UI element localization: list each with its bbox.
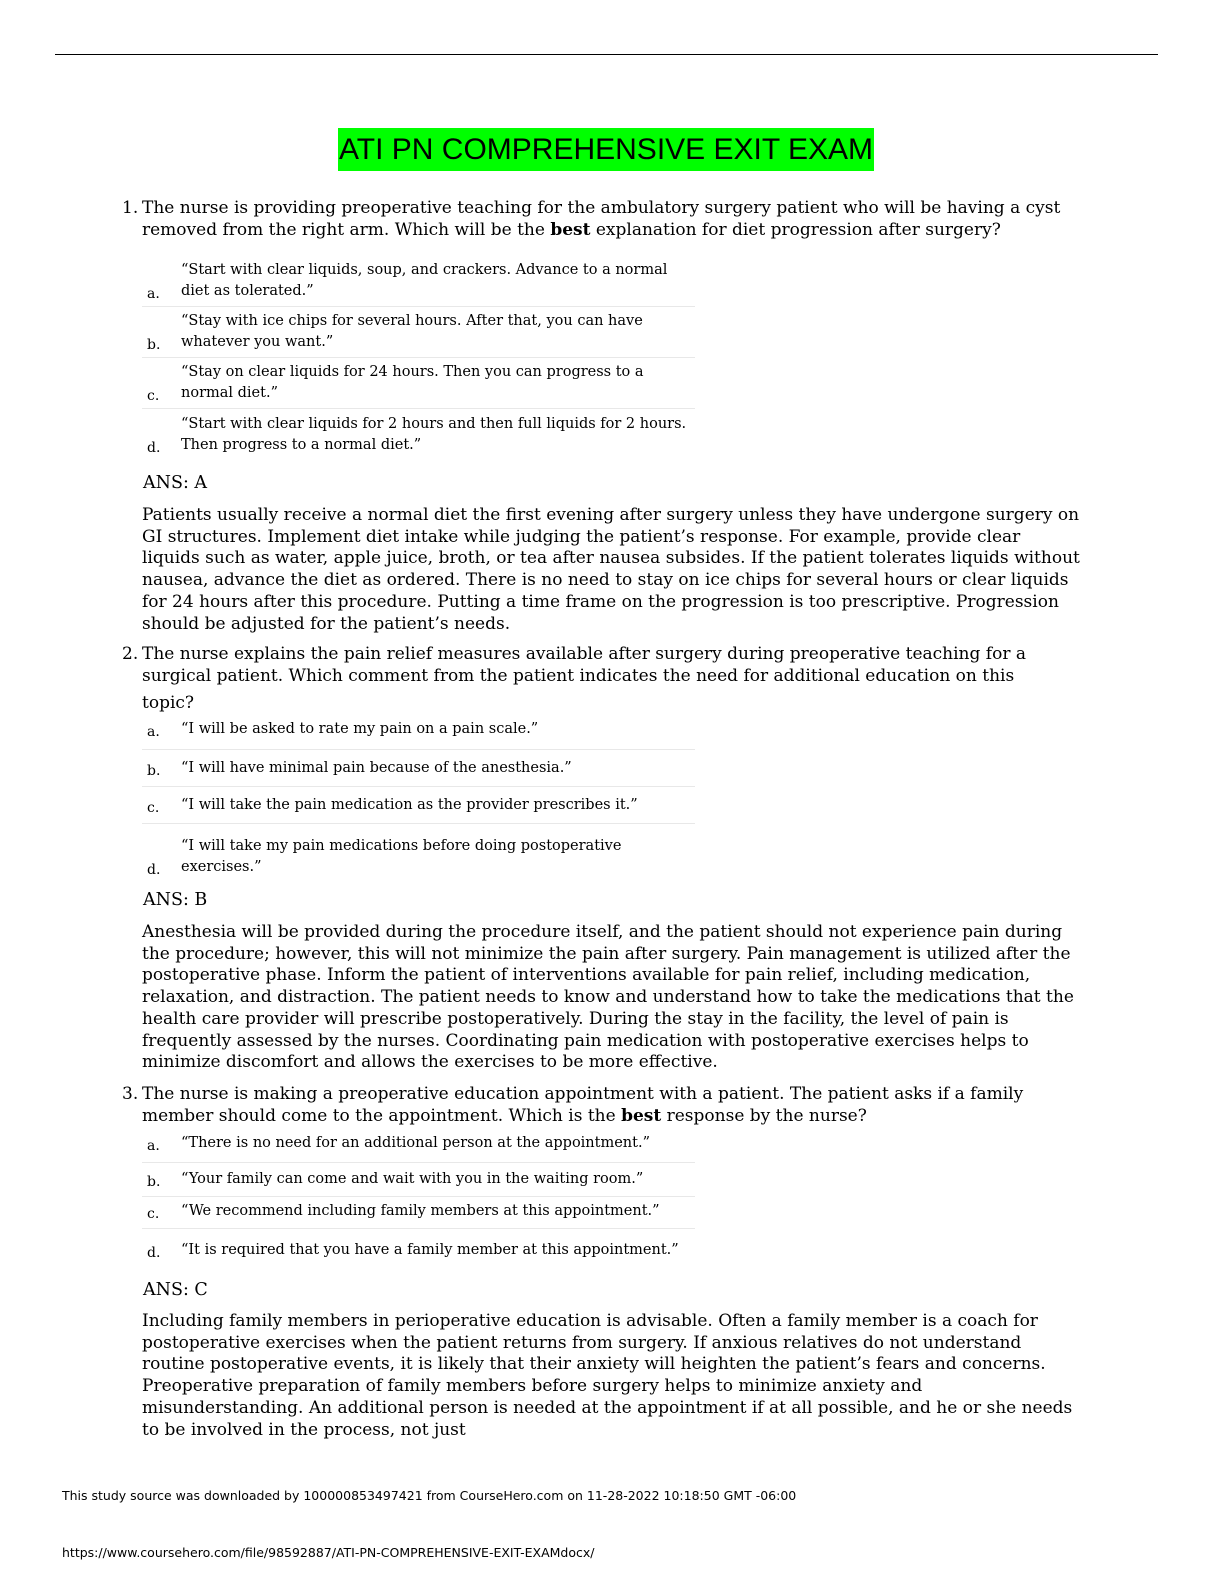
rationale-1: Patients usually receive a normal diet the first evening after surgery unless they have undergone surgery on GI structures. Implement diet intake while judging the patient’s response. For example, provide clear liquids such as water, apple juice, broth, or tea after nausea subsides. If the patient tolerates liquids without nausea, advance the diet as ordered. There is no need to stay on ice chips for several hours or clear liquids for 24 hours after this procedure. Putting a time frame on the progression is too prescriptive. Progression should be adjusted for the patient’s needs. [142,505,1080,634]
answer-1: ANS: A [143,473,208,493]
option-b [142,307,695,358]
stem-line: member should come to the appointment. Which is the best response by the nurse? [142,1105,867,1126]
stem-line: The nurse is providing preoperative teaching for the ambulatory surgery patient who will be having a cyst [142,198,1061,218]
top-rule [55,54,1158,55]
option-letter: d. [147,440,161,456]
option-text: “I will take my pain medications before doing postoperative exercises.” [181,838,622,875]
rationale-3: Including family members in perioperative education is advisable. Often a family member is a coach for postoperative exercises when the patient returns from surgery. If anxious relatives do not understand routine postoperative events, it is likely that their anxiety will heighten the patient’s fears and concerns. Preoperative preparation of family members before surgery helps to minimize anxiety and misunderstanding. An additional person is needed at the appointment if at all possible, and he or she needs to be involved in the process, not just [142,1311,1073,1440]
question-3-stem [122,1084,1082,1127]
rationale-2: Anesthesia will be provided during the procedure itself, and the patient should not experience pain during the procedure; however, this will not minimize the pain after surgery. Pain management is utilized after the postoperative phase. Inform the patient of interventions available for pain relief, including medication, relaxation, and distraction. The patient needs to know and understand how to take the medications that the health care provider will prescribe postoperatively. During the stay in the facility, the level of pain is frequently assessed by the nurses. Coordinating pain medication with postoperative exercises helps to minimize discomfort and allows the exercises to be more effective. [142,922,1074,1073]
document-title: ATI PN COMPREHENSIVE EXIT EXAM [338,128,874,171]
option-letter: a. [147,286,160,302]
stem-line: removed from the right arm. Which will be the best explanation for diet progression after surgery? [142,219,1001,240]
option-letter: c. [147,388,160,404]
stem-line: topic? [142,693,195,713]
question-2-options [142,714,695,882]
stem-line: The nurse explains the pain relief measures available after surgery during preoperative teaching for a [142,644,1026,664]
option-letter: b. [147,763,161,779]
option-text: “I will have minimal pain because of the anesthesia.” [181,760,572,776]
option-letter: a. [147,1138,160,1154]
option-text: “It is required that you have a family member at this appointment.” [181,1242,679,1258]
question-number: 2. [122,644,139,664]
option-c [142,787,695,824]
answer-3: ANS: C [143,1280,208,1300]
option-text: “Start with clear liquids, soup, and crackers. Advance to a normal diet as tolerated.” [181,262,668,299]
question-2-stem [122,644,1082,715]
option-a [142,714,695,750]
question-number: 3. [122,1084,139,1104]
option-d [142,409,695,460]
option-text: “Start with clear liquids for 2 hours and then full liquids for 2 hours. Then progress to a normal diet.” [181,416,687,453]
option-letter: c. [147,800,160,816]
option-letter: d. [147,862,161,878]
option-letter: b. [147,337,161,353]
question-1-stem [122,198,1082,241]
download-source-line: This study source was downloaded by 100000853497421 from CourseHero.com on 11-28-2022 10:18:50 GMT -06:00 [62,1488,797,1503]
option-text: “I will be asked to rate my pain on a pain scale.” [181,721,539,737]
option-d [142,824,695,882]
emphasis-best: best [550,219,591,240]
question-number: 1. [122,198,139,218]
option-text: “Stay with ice chips for several hours. After that, you can have whatever you want.” [181,313,643,350]
option-b [142,1163,695,1197]
option-letter: b. [147,1174,161,1190]
option-c [142,358,695,409]
question-1-options [142,256,695,460]
stem-line: The nurse is making a preoperative education appointment with a patient. The patient asks if a family [142,1084,1024,1104]
option-c [142,1197,695,1229]
emphasis-best: best [621,1105,662,1126]
option-letter: a. [147,724,160,740]
option-d [142,1229,695,1265]
question-3-options [142,1130,695,1265]
option-b [142,750,695,787]
option-text: “We recommend including family members at this appointment.” [181,1203,660,1219]
option-text: “Your family can come and wait with you in the waiting room.” [181,1171,644,1187]
option-letter: d. [147,1245,161,1261]
stem-line: surgical patient. Which comment from the patient indicates the need for additional education on this [142,665,1015,686]
option-text: “Stay on clear liquids for 24 hours. Then you can progress to a normal diet.” [181,364,644,401]
option-text: “There is no need for an additional person at the appointment.” [181,1135,650,1151]
option-a [142,256,695,307]
option-text: “I will take the pain medication as the provider prescribes it.” [181,797,638,813]
option-a [142,1130,695,1163]
answer-2: ANS: B [143,890,208,910]
option-letter: c. [147,1206,160,1222]
source-url-link[interactable]: https://www.coursehero.com/file/98592887/ATI-PN-COMPREHENSIVE-EXIT-EXAMdocx/ [62,1545,595,1560]
